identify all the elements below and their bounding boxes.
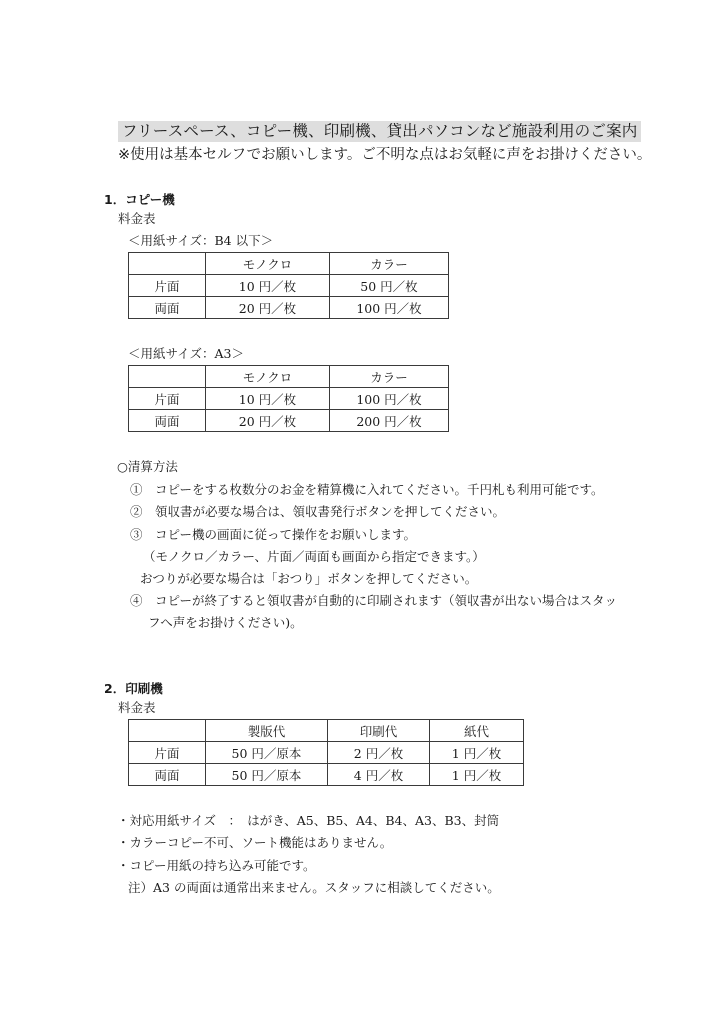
table-cell: 10 円／枚 bbox=[206, 388, 330, 410]
table-header-cell: 製版代 bbox=[206, 720, 328, 742]
payment-step-continued: フへ声をお掛けください)。 bbox=[148, 615, 303, 630]
printer-price-table bbox=[128, 719, 524, 786]
table-cell: 1 円／枚 bbox=[430, 742, 524, 764]
table-cell bbox=[129, 720, 206, 742]
printer-note: ・対応用紙サイズ ： はがき、A5、B5、A4、B4、A3、B3、封筒 bbox=[117, 813, 500, 828]
printer-note: ・カラーコピー不可、ソート機能はありません。 bbox=[117, 835, 393, 850]
table-cell bbox=[129, 253, 206, 275]
printer-caution-note: 注）A3 の両面は通常出来ません。スタッフに相談してください。 bbox=[128, 880, 500, 895]
table-cell: 50 円／原本 bbox=[206, 742, 328, 764]
table-row bbox=[129, 764, 524, 786]
table-header-row bbox=[129, 720, 524, 742]
table-cell: 50 円／原本 bbox=[206, 764, 328, 786]
table-header-cell: モノクロ bbox=[206, 366, 330, 388]
table-cell: 10 円／枚 bbox=[206, 275, 330, 297]
table-cell: 20 円／枚 bbox=[206, 297, 330, 319]
table-cell: 両面 bbox=[129, 297, 206, 319]
table-cell: 4 円／枚 bbox=[328, 764, 430, 786]
page-title: フリースペース、コピー機、印刷機、貸出パソコンなど施設利用のご案内 bbox=[118, 121, 641, 142]
table-cell: 2 円／枚 bbox=[328, 742, 430, 764]
payment-step-note: おつりが必要な場合は「おつり」ボタンを押してください。 bbox=[140, 571, 478, 586]
table-header-cell: カラー bbox=[330, 253, 449, 275]
copier-price-table-a3 bbox=[128, 365, 449, 432]
table-cell: 片面 bbox=[129, 275, 206, 297]
price-table-label: 料金表 bbox=[118, 211, 156, 226]
copier-price-table-b4 bbox=[128, 252, 449, 319]
table-row bbox=[129, 742, 524, 764]
payment-step: ④ コピーが終了すると領収書が自動的に印刷されます（領収書が出ない場合はスタッ bbox=[130, 593, 618, 608]
table-header-cell: 紙代 bbox=[430, 720, 524, 742]
payment-step: ① コピーをする枚数分のお金を精算機に入れてください。千円札も利用可能です。 bbox=[130, 482, 604, 497]
table-header-cell: モノクロ bbox=[206, 253, 330, 275]
table-cell: 片面 bbox=[129, 742, 206, 764]
table-cell: 両面 bbox=[129, 410, 206, 432]
payment-step: ③ コピー機の画面に従って操作をお願いします。 bbox=[130, 527, 417, 542]
table-row bbox=[129, 388, 449, 410]
table-header-row bbox=[129, 253, 449, 275]
section-heading-printer: 2．印刷機 bbox=[104, 681, 163, 696]
table-cell: 1 円／枚 bbox=[430, 764, 524, 786]
printer-note: ・コピー用紙の持ち込み可能です。 bbox=[117, 858, 316, 873]
table-cell bbox=[129, 366, 206, 388]
table-cell: 100 円／枚 bbox=[330, 388, 449, 410]
price-table-label: 料金表 bbox=[118, 700, 156, 715]
payment-step: ② 領収書が必要な場合は、領収書発行ボタンを押してください。 bbox=[130, 504, 506, 519]
table-caption-a3: ＜用紙サイズ：A3＞ bbox=[128, 346, 244, 361]
table-cell: 100 円／枚 bbox=[330, 297, 449, 319]
table-cell: 20 円／枚 bbox=[206, 410, 330, 432]
table-header-row bbox=[129, 366, 449, 388]
table-row bbox=[129, 275, 449, 297]
table-row bbox=[129, 297, 449, 319]
page-subtitle: ※使用は基本セルフでお願いします。ご不明な点はお気軽に声をお掛けください。 bbox=[118, 147, 652, 163]
table-row bbox=[129, 410, 449, 432]
table-caption-b4: ＜用紙サイズ：B4 以下＞ bbox=[128, 233, 274, 248]
payment-step-note: （モノクロ／カラー、片面／両面も画面から指定できます。） bbox=[143, 549, 485, 564]
table-header-cell: 印刷代 bbox=[328, 720, 430, 742]
table-cell: 両面 bbox=[129, 764, 206, 786]
table-header-cell: カラー bbox=[330, 366, 449, 388]
table-cell: 片面 bbox=[129, 388, 206, 410]
table-cell: 50 円／枚 bbox=[330, 275, 449, 297]
table-cell: 200 円／枚 bbox=[330, 410, 449, 432]
payment-heading: ○清算方法 bbox=[117, 459, 178, 474]
section-heading-copier: 1．コピー機 bbox=[104, 192, 175, 207]
